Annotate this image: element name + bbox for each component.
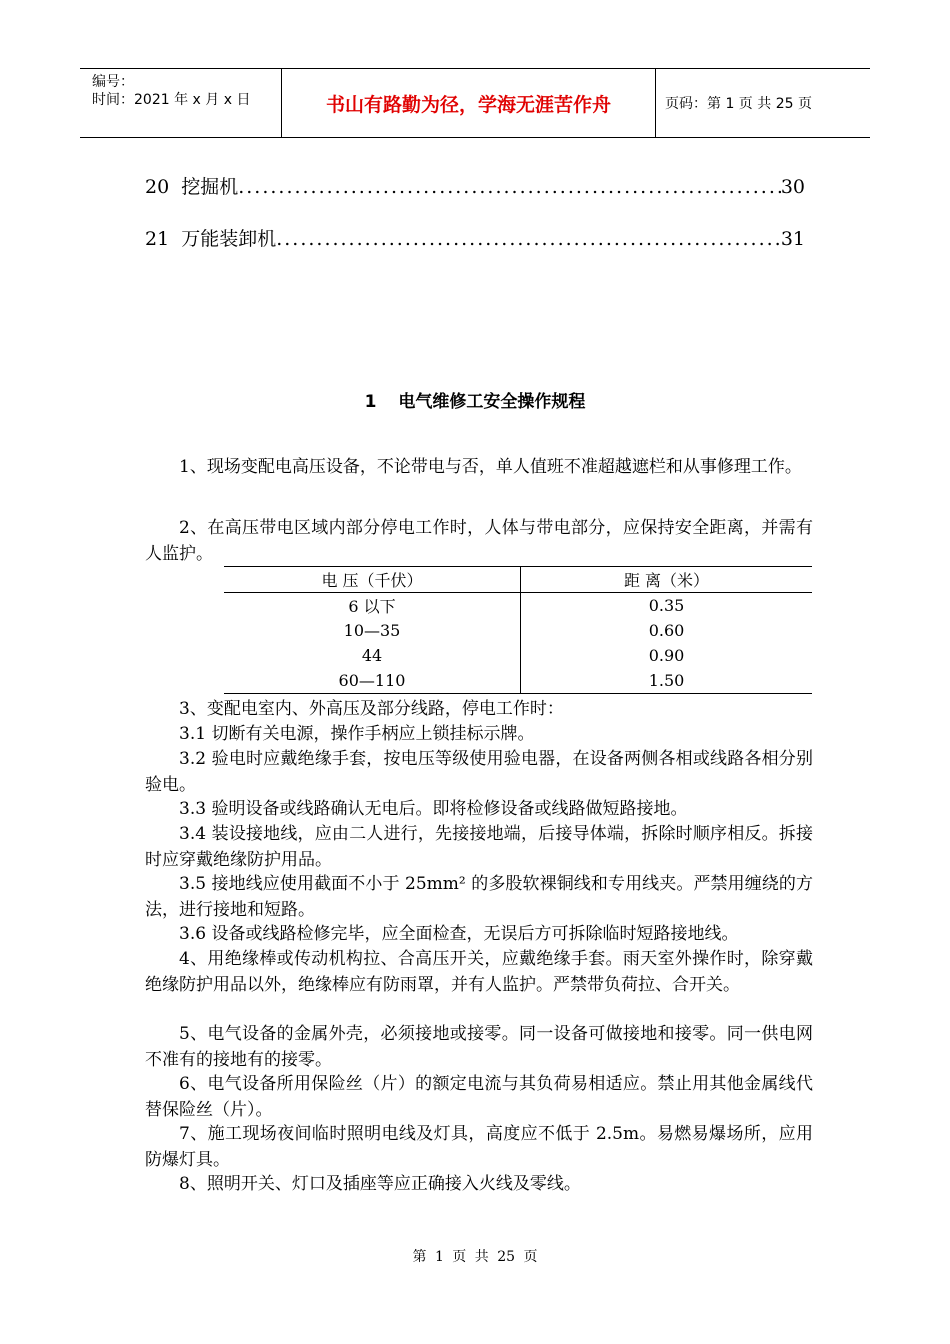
- table-cell: 44: [224, 643, 521, 668]
- paragraph: 3.3 验明设备或线路确认无电后。即将检修设备或线路做短路接地。: [179, 799, 688, 819]
- paragraph: 5、电气设备的金属外壳，必须接地或接零。同一设备可做接地和接零。同一供电网不准有的接地有的接零。: [145, 1024, 813, 1070]
- toc-entry[interactable]: [145, 172, 805, 199]
- paragraph: 3.2 验电时应戴绝缘手套，按电压等级使用验电器，在设备两侧各相或线路各相分别验电。: [145, 749, 813, 795]
- section-heading: [0, 387, 950, 412]
- paragraph: 3.5 接地线应使用截面不小于 25mm² 的多股软裸铜线和专用线夹。严禁用缠绕的方法，进行接地和短路。: [145, 874, 813, 920]
- paragraph: 6、电气设备所用保险丝（片）的额定电流与其负荷易相适应。禁止用其他金属线代替保险丝（片）。: [145, 1074, 813, 1120]
- table-cell: 10—35: [224, 618, 521, 643]
- table-header: 距 离（米）: [623, 571, 710, 590]
- table-row: [224, 668, 812, 694]
- paragraph: 3.4 装设接地线，应由二人进行，先接接地端，后接导体端，拆除时顺序相反。拆接时应穿戴绝缘防护用品。: [145, 824, 813, 870]
- code-label: 编号：: [92, 74, 134, 90]
- toc-leader: [276, 228, 781, 250]
- header-meta: [80, 69, 282, 137]
- voltage-distance-table: [224, 566, 812, 694]
- section-number: 1: [364, 392, 377, 412]
- toc-title: 万能装卸机: [181, 228, 277, 250]
- header-page-info: 页码：第 1 页 共 25 页: [665, 96, 812, 112]
- table-row: [224, 593, 812, 619]
- toc-page: 30: [780, 176, 805, 198]
- date-label: 时间：2021 年 x 月 x 日: [92, 92, 251, 108]
- toc-number: 21: [145, 228, 170, 250]
- toc-page: 31: [780, 228, 805, 250]
- header-motto: 书山有路勤为径，学海无涯苦作舟: [282, 69, 656, 137]
- toc-entry[interactable]: [145, 224, 805, 251]
- paragraph: 1、现场变配电高压设备，不论带电与否，单人值班不准超越遮栏和从事修理工作。: [179, 457, 802, 477]
- toc-title: 挖掘机: [181, 176, 239, 198]
- paragraph: 8、照明开关、灯口及插座等应正确接入火线及零线。: [179, 1174, 581, 1194]
- table-cell: 6 以下: [224, 593, 521, 619]
- table-row: [224, 643, 812, 668]
- table-cell: 1.50: [648, 671, 685, 690]
- paragraph: 2、在高压带电区域内部分停电工作时，人体与带电部分，应保持安全距离，并需有人监护。: [145, 518, 813, 564]
- table-cell: 0.60: [648, 621, 685, 640]
- table-header: 电 压（千伏）: [224, 567, 521, 593]
- section-title: 电气维修工安全操作规程: [398, 392, 586, 412]
- paragraph: 3、变配电室内、外高压及部分线路，停电工作时：: [179, 699, 564, 719]
- page-footer: 第 1 页 共 25 页: [412, 1249, 538, 1265]
- paragraph: 3.6 设备或线路检修完毕，应全面检查，无误后方可拆除临时短路接地线。: [179, 924, 739, 944]
- toc-leader: [238, 176, 781, 198]
- table-row: [224, 618, 812, 643]
- toc-number: 20: [145, 176, 170, 198]
- table-cell: 0.90: [648, 646, 685, 665]
- paragraph: 3.1 切断有关电源，操作手柄应上锁挂标示牌。: [179, 724, 535, 744]
- page-header: [80, 68, 870, 138]
- paragraph: 7、施工现场夜间临时照明电线及灯具，高度应不低于 2.5m。易燃易爆场所，应用防爆灯具。: [145, 1124, 813, 1170]
- table-cell: 60—110: [224, 668, 521, 694]
- paragraph: 4、用绝缘棒或传动机构拉、合高压开关，应戴绝缘手套。雨天室外操作时，除穿戴绝缘防护用品以外，绝缘棒应有防雨罩，并有人监护。严禁带负荷拉、合开关。: [145, 949, 813, 995]
- table-header-row: [224, 567, 812, 593]
- table-cell: 0.35: [648, 596, 685, 615]
